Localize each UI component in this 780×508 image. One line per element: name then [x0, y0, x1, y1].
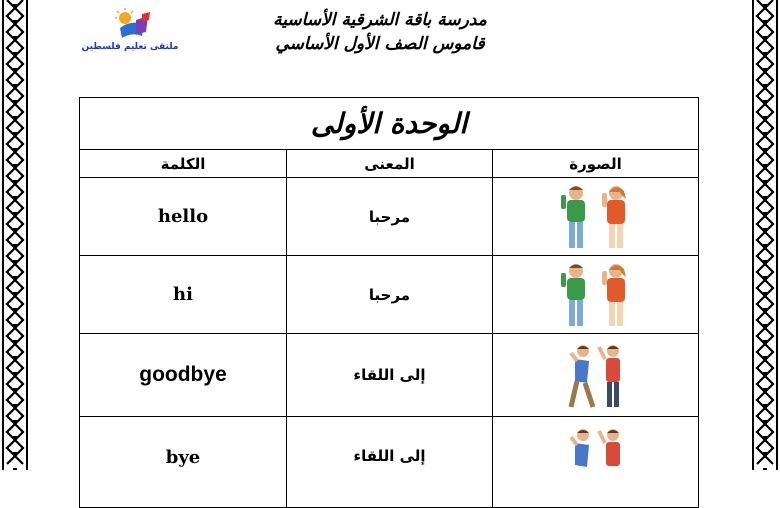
table-row [80, 334, 699, 417]
page-header [230, 8, 530, 56]
school-name: مدرسة باقة الشرقية الأساسية [273, 10, 487, 30]
two-kids-greeting-icon [558, 183, 634, 251]
word-cell: bye [80, 417, 287, 508]
picture-cell [493, 256, 699, 334]
logo-caption: ملتقى تعليم فلسطين [81, 42, 179, 52]
school-logo [80, 6, 180, 58]
book-sun-logo-icon [80, 6, 180, 42]
column-header-picture: الصورة [493, 150, 699, 178]
meaning-cell: إلى اللقاء [287, 334, 493, 417]
word-cell: goodbye [80, 334, 287, 417]
unit-title: الوحدة الأولى [80, 98, 699, 150]
table-row [80, 256, 699, 334]
meaning-cell: إلى اللقاء [287, 417, 493, 508]
word-cell: hello [80, 178, 287, 256]
table-row [80, 178, 699, 256]
meaning-cell: مرحبا [287, 178, 493, 256]
column-header-word: الكلمة [80, 150, 287, 178]
dictionary-table [79, 97, 699, 508]
meaning-cell: مرحبا [287, 256, 493, 334]
right-decorative-border [750, 0, 780, 470]
two-kids-waving-goodbye-icon [563, 423, 629, 477]
two-kids-greeting-icon [558, 261, 634, 329]
dictionary-title: قاموس الصف الأول الأساسي [275, 34, 485, 54]
table-row [80, 417, 699, 508]
picture-cell [493, 417, 699, 508]
column-header-meaning: المعنى [287, 150, 493, 178]
picture-cell [493, 178, 699, 256]
left-decorative-border [0, 0, 30, 470]
picture-cell [493, 334, 699, 417]
word-cell: hi [80, 256, 287, 334]
two-kids-waving-goodbye-icon [563, 339, 629, 411]
